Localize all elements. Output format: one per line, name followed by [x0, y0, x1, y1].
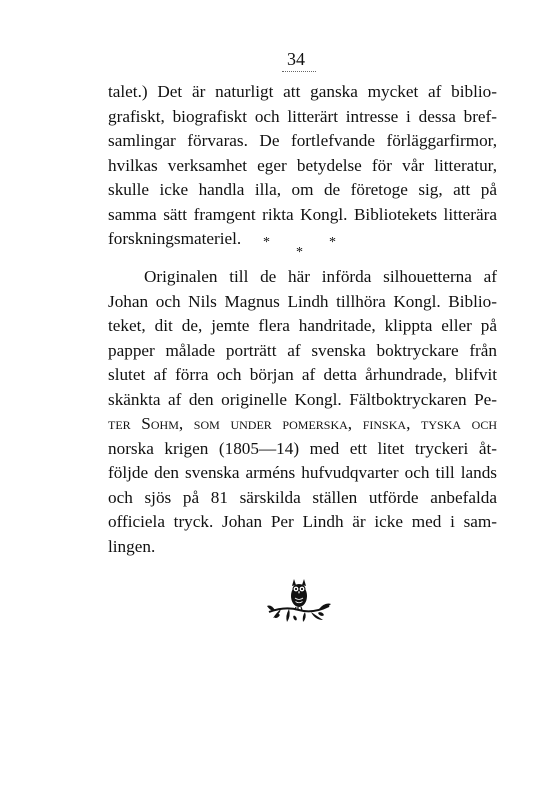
text-line: grafiskt, biografiskt och litterärt intresse i dessa bref-	[108, 106, 497, 126]
text-line: ter Sohm, som under pomerska, finska, tyska och	[108, 414, 497, 433]
text-line: följde den svenska arméns hufvudqvarter och till lands	[108, 463, 497, 482]
text-line: officiela tryck. Johan Per Lindh är icke med i sam-	[108, 512, 497, 531]
asterism-separator	[0, 233, 560, 263]
text-line: slutet af förra och början af detta århundrade, blifvit	[108, 365, 497, 384]
asterisk-icon: *	[329, 235, 336, 250]
asterisk-icon: *	[263, 235, 270, 250]
text-line: forskningsmateriel.	[108, 229, 242, 248]
paragraph-bibliographic-interest	[108, 80, 497, 252]
text-line: skänkta af den originelle Kongl. Fältboktryckaren Pe-	[108, 389, 497, 409]
owl-on-branch-ornament-icon	[265, 576, 333, 624]
text-line: och sjös på 81 särskilda ställen utförde anbefalda	[108, 487, 497, 507]
page-number: 34	[287, 49, 305, 69]
text-line: samma sätt framgent rikta Kongl. Bibliotekets litterära	[108, 204, 497, 224]
text-line: norska krigen (1805—14) med ett litet tryckeri åt-	[108, 438, 497, 458]
text-line: papper målade porträtt af svenska boktryckare från	[108, 340, 497, 360]
text-line: hvilkas verksamhet eger betydelse för vår litteratur,	[108, 155, 497, 175]
asterisk-icon: *	[296, 245, 303, 260]
text-line: lingen.	[108, 536, 156, 556]
paragraph-silhouettes-origin	[108, 265, 497, 559]
text-line: samlingar förvaras. De fortlefvande förläggarfirmor,	[108, 131, 497, 150]
text-line: teket, dit de, jemte flera handritade, klippta eller på	[108, 316, 497, 335]
page-number-underline	[282, 71, 316, 72]
text-line: Originalen till de här införda silhouetterna af	[144, 267, 497, 286]
text-line: Johan och Nils Magnus Lindh tillhöra Kongl. Biblio-	[108, 291, 497, 311]
text-line: skulle icke handla illa, om de företoge sig, att på	[108, 180, 497, 199]
text-line: talet.) Det är naturligt att ganska mycket af biblio-	[108, 82, 497, 101]
